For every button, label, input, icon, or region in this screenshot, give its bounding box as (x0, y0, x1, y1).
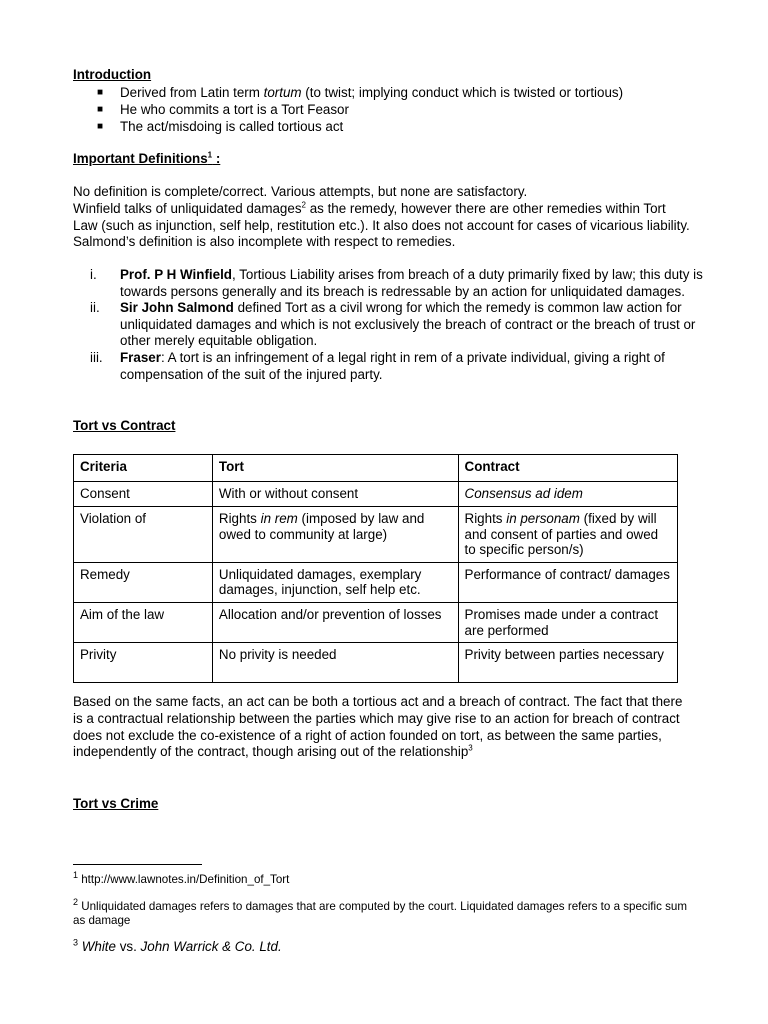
table-cell: Consent (74, 482, 213, 507)
tort-contract-paragraph: Based on the same facts, an act can be both a tortious act and a breach of contract. The fact that there is a contractual relationship between the parties which may give rise to an action for breach of contract does not exclude the co-existence of a right of action founded on tort, as between the same parties, independently of the contract, though arising out of the relationship$^3$ (73, 694, 683, 760)
definition-item: iii. Fraser: A tort is an infringement of a legal right in rem of a private individual, giving a right of compensation of the suit of the injured party. (90, 349, 665, 382)
header-cell: Tort (212, 455, 458, 482)
header-cell: Criteria (74, 455, 213, 482)
definitions-list (73, 267, 703, 383)
table-cell: No privity is needed (212, 643, 458, 683)
bullet-item: ■ He who commits a tort is a Tort Feasor (97, 102, 349, 117)
introduction-heading: Introduction (73, 67, 152, 82)
footnote-ref: 3 (468, 743, 473, 753)
table-row (74, 507, 678, 563)
table-cell: Remedy (74, 562, 213, 602)
table-cell: Consensus ad idem (458, 482, 677, 507)
table-cell: Performance of contract/ damages (458, 562, 677, 602)
table-cell: Rights in personam (fixed by will and consent of parties and owed to specific person/s) (458, 507, 677, 563)
table-cell: With or without consent (212, 482, 458, 507)
table-cell: Privity (74, 643, 213, 683)
introduction-bullets (97, 84, 623, 135)
table-cell: Unliquidated damages, exemplary damages, injunction, self help etc. (212, 562, 458, 602)
table-row (74, 602, 678, 642)
footnote-3: $^3$ White vs. John Warrick & Co. Ltd. (73, 937, 282, 954)
comparison-table (73, 454, 678, 683)
definitions-heading: Important Definitions$^1$ : (73, 150, 221, 166)
definitions-intro: No definition is complete/correct. Various attempts, but none are satisfactory. Winfield talks of unliquidated damages$^2$ as the remedy, however there are other remedies within Tort Law (such as injunction, self help, restitution etc.). It also does not account for cases of vicarious liability. Salmond’s definition is also incomplete with respect to remedies. (73, 184, 690, 250)
tort-vs-crime-heading: Tort vs Crime (73, 796, 159, 811)
tort-vs-contract-heading: Tort vs Contract (73, 418, 176, 433)
footnote-ref: 1 (207, 150, 213, 160)
footnote-ref: 2 (301, 200, 306, 210)
definition-item: i. Prof. P H Winfield, Tortious Liability arises from breach of a duty primarily fixed by law; this duty is towards persons generally and its breach is redressable by an action for unliquidated damages. (90, 267, 703, 299)
bullet-item: ■ The act/misdoing is called tortious act (97, 119, 344, 134)
table-cell: Aim of the law (74, 602, 213, 642)
square-bullet-icon: ■ (97, 121, 104, 132)
table-cell: Rights in rem (imposed by law and owed to community at large) (212, 507, 458, 563)
table-row (74, 643, 678, 683)
footnote-2: $^2$ Unliquidated damages refers to damages that are computed by the court. Liquidated damages refers to a specific sum as damage (73, 897, 688, 927)
footnote-divider (73, 864, 202, 865)
table-row (74, 482, 678, 507)
bullet-item: ■ Derived from Latin term tortum (to twist; implying conduct which is twisted or tortious) (97, 85, 624, 100)
table-cell: Allocation and/or prevention of losses (212, 602, 458, 642)
square-bullet-icon: ■ (97, 87, 104, 98)
table-cell: Privity between parties necessary (458, 643, 677, 683)
table-cell: Promises made under a contract are performed (458, 602, 677, 642)
header-cell: Contract (458, 455, 677, 482)
table-row (74, 562, 678, 602)
table-cell: Violation of (74, 507, 213, 563)
table-header-row (74, 455, 678, 482)
square-bullet-icon: ■ (97, 104, 104, 115)
footnote-1: $^1$ http://www.lawnotes.in/Definition_of_Tort (73, 870, 290, 886)
definition-item: ii. Sir John Salmond defined Tort as a civil wrong for which the remedy is common law action for unliquidated damages and which is not exclusively the breach of contract or the breach of trust or other merely equitable obligation. (90, 300, 696, 349)
